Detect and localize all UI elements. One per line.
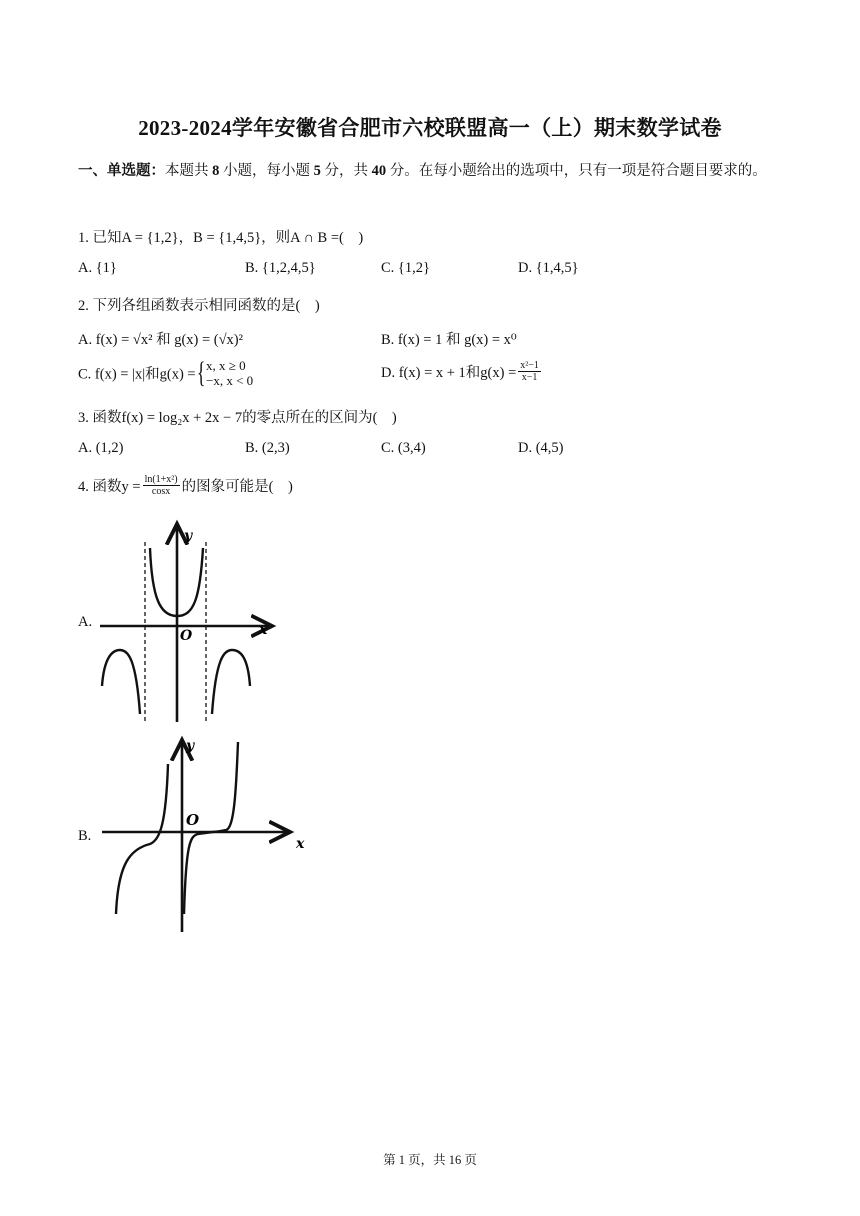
q4-graph-b-label: B. (78, 828, 92, 844)
brace-glyph: { (196, 356, 206, 389)
piecewise-cases (206, 358, 253, 388)
q2-option-c (78, 358, 253, 388)
q3-option-a: A. (1,2) (78, 440, 124, 456)
section-text-2: 小题，每小题 (223, 163, 310, 179)
points-total: 40 (371, 163, 387, 179)
section-instructions (78, 156, 778, 186)
section-text-3: 分，共 (324, 163, 368, 179)
q4-graph-a-label: A. (78, 614, 93, 630)
q3-option-b: B. (2,3) (245, 440, 290, 456)
q4-stem (78, 474, 293, 497)
origin-label: O (180, 628, 193, 644)
q3-stem: 3. 函数f(x) = log₂x + 2x − 7的零点所在的区间为( ) (78, 410, 397, 426)
q2-option-d (381, 360, 543, 383)
curve-left (102, 650, 140, 714)
q2-option-c-prefix: C. f(x) = |x|和g(x) = (78, 366, 196, 383)
case-1: x, x ≥ 0 (206, 358, 246, 373)
q1-stem: 1. 已知A = {1,2}，B = {1,4,5}，则A ∩ B =( ) (78, 230, 364, 246)
q1-option-c: C. {1,2} (381, 260, 430, 276)
q2-stem: 2. 下列各组函数表示相同函数的是( ) (78, 298, 320, 314)
section-text-4: 分。在每小题给出的选项中，只有一项是符合题目要求的。 (389, 163, 767, 179)
fraction (143, 474, 180, 497)
fraction (518, 360, 541, 383)
q1-option-d: D. {1,4,5} (518, 260, 579, 276)
question-count: 8 (212, 163, 220, 179)
curve-right (212, 650, 250, 714)
section-text-1: 本题共 (165, 163, 209, 179)
axis-label-x: x (296, 836, 305, 852)
q1-option-a: A. {1} (78, 260, 117, 276)
q2-option-a: A. f(x) = √x² 和 g(x) = (√x)² (78, 332, 243, 348)
q4-stem-prefix: 4. 函数y = (78, 479, 141, 495)
q3-option-c: C. (3,4) (381, 440, 426, 456)
q1-option-b: B. {1,2,4,5} (245, 260, 316, 276)
axis-label-x: x (259, 622, 268, 638)
q4-graph-a (96, 518, 286, 724)
curve-left (116, 764, 168, 914)
page-footer: 第 1 页，共 16 页 (383, 1153, 477, 1167)
axis-label-y: y (184, 528, 193, 544)
origin-label: O (186, 811, 200, 829)
case-2: −x, x < 0 (206, 373, 254, 388)
fraction-denominator: x−1 (521, 372, 538, 383)
fraction-denominator: cosx (151, 486, 171, 497)
q3-option-d: D. (4,5) (518, 440, 564, 456)
q4-graph-b (100, 734, 310, 936)
axis-label-y: y (186, 738, 195, 754)
q2-option-d-prefix: D. f(x) = x + 1和g(x) = (381, 365, 517, 381)
q2-option-b: B. f(x) = 1 和 g(x) = x⁰ (381, 332, 517, 348)
section-heading: 一、单选题： (78, 163, 165, 179)
fraction-numerator: ln(1+x²) (144, 474, 178, 485)
points-each: 5 (313, 163, 321, 179)
page-title: 2023-2024学年安徽省合肥市六校联盟高一（上）期末数学试卷 (138, 116, 722, 140)
q4-stem-suffix: 的图象可能是( ) (181, 479, 293, 495)
fraction-numerator: x²−1 (520, 360, 539, 371)
